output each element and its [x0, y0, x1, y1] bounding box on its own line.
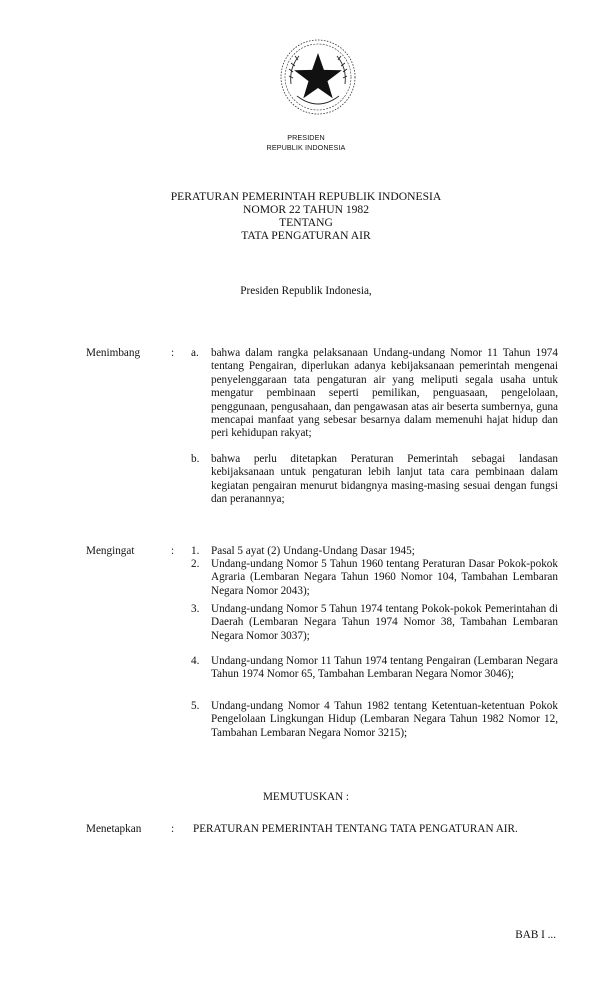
menimbang-item-b: bahwa perlu ditetapkan Peraturan Pemerintah sebagai landasan kebijaksanaan untuk pengaturan lebih lanjut tata cara pembinaan dalam kegiatan pengairan menurut bidangnya masing-masing sesuai dengan fungsi dan peranannya;: [211, 453, 558, 506]
document-tentang: TENTANG: [279, 216, 333, 229]
mengingat-item-3: Undang-undang Nomor 5 Tahun 1974 tentang Pokok-pokok Pemerintahan di Daerah (Lembaran Negara Tahun 1974 Nomor 38, Tambahan Lembaran Negara Nomor 3037);: [211, 603, 558, 642]
mengingat-label: Mengingat: [86, 545, 135, 557]
document-title-line1: PERATURAN PEMERINTAH REPUBLIK INDONESIA: [170, 190, 442, 203]
menetapkan-label: Menetapkan: [86, 823, 142, 835]
opening-statement: Presiden Republik Indonesia,: [240, 285, 372, 297]
page-continuation: BAB I ...: [515, 929, 556, 941]
memutuskan-heading: MEMUTUSKAN :: [262, 791, 350, 803]
menimbang-colon: :: [171, 347, 175, 359]
menimbang-item-a: bahwa dalam rangka pelaksanaan Undang-undang Nomor 11 Tahun 1974 tentang Pengairan, diperlukan adanya kebijaksanaan pemerintah mengenai penyelenggaraan tata pengaturan air yang meliputi segala usaha untuk mengatur pembinaan seperti pemilikan, penguasaan, pengelolaan, penggunaan, pengusahaan, dan pengawasan atas air beserta sumbernya, guna mencapai manfaat yang sebesar besarnya dalam memenuhi hajat hidup dan peri kehidupan rakyat;: [211, 347, 558, 440]
document-number: NOMOR 22 TAHUN 1982: [242, 203, 370, 216]
document-subject: TATA PENGATURAN AIR: [241, 229, 371, 242]
mengingat-item-2: Undang-undang Nomor 5 Tahun 1960 tentang Peraturan Dasar Pokok-pokok Agraria (Lembaran Negara Tahun 1960 Nomor 104, Tambahan Lembaran Negara Nomor 2043);: [211, 558, 558, 597]
menimbang-marker-a: a.: [191, 347, 199, 359]
garuda-seal-emblem: [279, 38, 357, 116]
menimbang-label: Menimbang: [86, 347, 141, 359]
menetapkan-text: PERATURAN PEMERINTAH TENTANG TATA PENGATURAN AIR.: [193, 823, 518, 835]
mengingat-item-5: Undang-undang Nomor 4 Tahun 1982 tentang Ketentuan-ketentuan Pokok Pengelolaan Lingkungan Hidup (Lembaran Negara Tahun 1982 Nomor 12, Tambahan Lembaran Negara Nomor 3215);: [211, 700, 558, 739]
mengingat-item-4: Undang-undang Nomor 11 Tahun 1974 tentang Pengairan (Lembaran Negara Tahun 1974 Nomor 65, Tambahan Lembaran Negara Nomor 3046);: [211, 655, 558, 681]
mengingat-colon: :: [171, 545, 175, 557]
menimbang-marker-b: b.: [191, 453, 200, 465]
mengingat-marker-3: 3.: [191, 603, 200, 615]
presiden-caption: PRESIDEN: [287, 133, 325, 142]
mengingat-marker-5: 5.: [191, 700, 200, 712]
republik-caption: REPUBLIK INDONESIA: [266, 143, 346, 152]
mengingat-marker-2: 2.: [191, 558, 200, 570]
menetapkan-colon: :: [171, 823, 175, 835]
mengingat-item-1: Pasal 5 ayat (2) Undang-Undang Dasar 1945;: [211, 545, 415, 557]
mengingat-marker-4: 4.: [191, 655, 200, 667]
star-wreath-icon: [279, 38, 357, 116]
mengingat-marker-1: 1.: [191, 545, 200, 557]
